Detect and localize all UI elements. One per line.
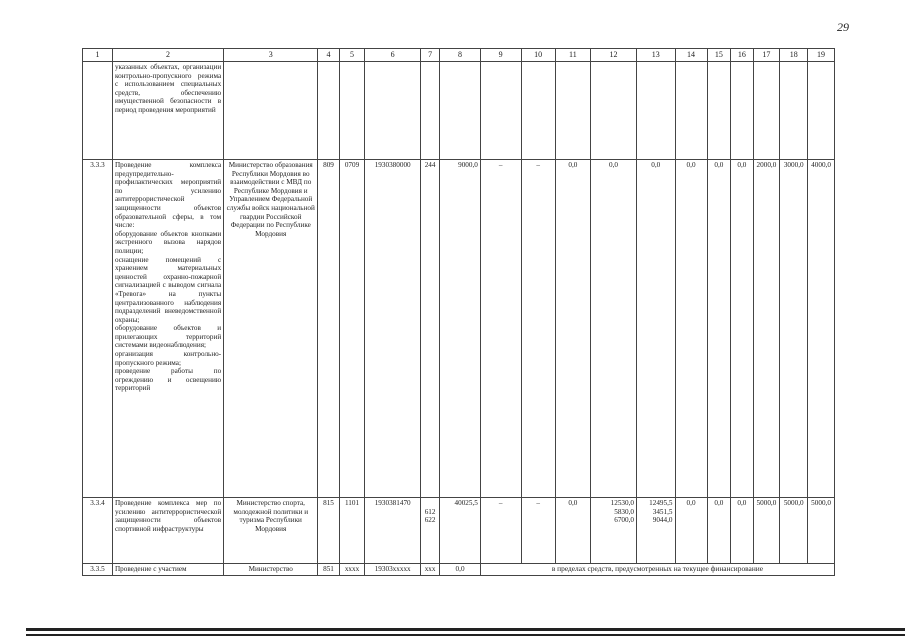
cell-value: 5000,0 (753, 498, 780, 564)
table-row (83, 62, 835, 160)
row-executor: Министерство спорта, молодежной политики и туризма Республики Мордовия (224, 498, 318, 564)
cell-grbs: 815 (318, 498, 339, 564)
cell-expense-type: 612 622 (420, 498, 439, 564)
cell-value: 4000,0 (808, 160, 835, 498)
column-number: 4 (318, 49, 339, 62)
cell-grbs: 851 (318, 564, 339, 576)
cell-value: – (480, 498, 521, 564)
column-number: 2 (112, 49, 223, 62)
cell-value: 0,0 (731, 160, 753, 498)
column-number: 19 (808, 49, 835, 62)
column-number: 14 (675, 49, 707, 62)
cell-value: 0,0 (555, 160, 590, 498)
column-number: 5 (339, 49, 365, 62)
cell-value: 0,0 (555, 498, 590, 564)
cell-value: 5000,0 (780, 498, 808, 564)
table-row (83, 498, 835, 564)
cell-value: 0,0 (637, 160, 676, 498)
row-description: Проведение с участием (112, 564, 223, 576)
cell-section: xxxx (339, 564, 365, 576)
column-number: 10 (521, 49, 555, 62)
cell-value: 0,0 (731, 498, 753, 564)
column-number: 18 (780, 49, 808, 62)
column-number: 7 (420, 49, 439, 62)
cell-value: 0,0 (707, 160, 731, 498)
cell-value: 0,0 (591, 160, 637, 498)
cell-value: – (521, 498, 555, 564)
column-number: 12 (591, 49, 637, 62)
row-description: Проведение комплекса мер по усилению антитеррористической защищенности объектов спортивной инфраструктуры (112, 498, 223, 564)
row-number: 3.3.3 (83, 160, 113, 498)
cell-section: 1101 (339, 498, 365, 564)
cell-value: 12495,5 3451,5 9044,0 (637, 498, 676, 564)
row-executor: Министерство образования Республики Мордовия во взаимодействии с МВД по Республике Мордовия и Управлением Федеральной службы войск национальной гвардии Российской Федерации по Республике Мордовия (224, 160, 318, 498)
cell-target: 1930381470 (365, 498, 421, 564)
cell-value: 5000,0 (808, 498, 835, 564)
column-number: 1 (83, 49, 113, 62)
page-number: 29 (837, 20, 849, 34)
cell-value: 3000,0 (780, 160, 808, 498)
cell-section: 0709 (339, 160, 365, 498)
cell-value: 0,0 (707, 498, 731, 564)
financing-note: в пределах средств, предусмотренных на текущее финансирование (480, 564, 834, 576)
page-border-line (26, 634, 905, 636)
column-number: 11 (555, 49, 590, 62)
table-row (83, 160, 835, 498)
cell-target: 19303xxxxx (365, 564, 421, 576)
cell-value: – (480, 160, 521, 498)
column-number: 6 (365, 49, 421, 62)
cell-value: 0,0 (675, 498, 707, 564)
cell-expense-type: 244 (420, 160, 439, 498)
cell-value: – (521, 160, 555, 498)
row-description: Проведение комплекса предупредительно-профилактических мероприятий по усилению антитеррористической защищенности объектов образовательной сферы, в том числе: оборудование объектов кнопками экстренного вызова нарядов полиции; оснащение помещений с хранением материальных ценностей охранно-пожарной сигнализацией с выводом сигнала «Тревога» на пункты централизованного наблюдения подразделений вневедомственной охраны; оборудование объектов и прилегающих территорий системами видеонаблюдения; организация контрольно-пропускного режима; проведение работы по огреждению и освещению территорий (112, 160, 223, 498)
column-number: 16 (731, 49, 753, 62)
column-number: 8 (440, 49, 481, 62)
budget-table-sheet (82, 48, 835, 576)
column-number: 17 (753, 49, 780, 62)
cell-grbs: 809 (318, 160, 339, 498)
row-description: указанных объектах, организации контрольно-пропускного режима с использованием специальных средств, обеспечению имущественной безопасности в период проведения мероприятий (112, 62, 223, 160)
cell-value: 2000,0 (753, 160, 780, 498)
cell-value: 0,0 (675, 160, 707, 498)
row-executor: Министерство (224, 564, 318, 576)
cell-total: 40025,5 (440, 498, 481, 564)
column-number: 13 (637, 49, 676, 62)
column-number: 9 (480, 49, 521, 62)
page-border-line (26, 628, 905, 631)
column-number-row (83, 49, 835, 62)
cell-total: 0,0 (440, 564, 481, 576)
cell-total: 9000,0 (440, 160, 481, 498)
table-row (83, 564, 835, 576)
cell-expense-type: xxx (420, 564, 439, 576)
column-number: 15 (707, 49, 731, 62)
budget-table (82, 48, 835, 576)
column-number: 3 (224, 49, 318, 62)
row-number: 3.3.5 (83, 564, 113, 576)
cell-target: 1930380000 (365, 160, 421, 498)
cell-value: 12530,0 5830,0 6700,0 (591, 498, 637, 564)
row-number: 3.3.4 (83, 498, 113, 564)
